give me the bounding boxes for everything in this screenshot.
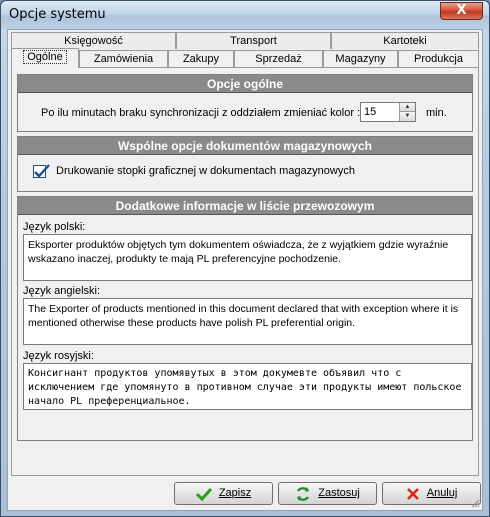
tab-produkcja[interactable] xyxy=(398,50,479,67)
refresh-icon xyxy=(295,486,311,502)
general-options-group xyxy=(17,74,473,132)
title-bar[interactable] xyxy=(1,1,489,29)
tab-label: Sprzedaż xyxy=(255,53,302,65)
general-options-header: Opcje ogólne xyxy=(18,75,472,93)
sync-minutes-stepper[interactable] xyxy=(360,102,416,122)
apply-button[interactable] xyxy=(278,482,377,505)
tab-zamowienia[interactable] xyxy=(79,50,168,67)
minutes-unit-label: min. xyxy=(426,107,447,119)
tab-label: Transport xyxy=(230,35,277,47)
cancel-x-icon xyxy=(406,487,420,501)
apply-label: Zastosuj xyxy=(318,487,360,499)
save-label: Zapisz xyxy=(218,487,252,499)
tab-label: Zamówienia xyxy=(93,53,154,65)
tab-zakupy[interactable] xyxy=(168,50,234,67)
footer-graphic-checkbox[interactable] xyxy=(33,165,46,178)
tab-label: Kartoteki xyxy=(383,35,427,47)
tab-magazyny[interactable] xyxy=(323,50,398,67)
polish-label: Język polski: xyxy=(23,221,86,233)
polish-textarea[interactable]: Eksporter produktów objętych tym dokumentem oświadcza, że z wyjątkiem gdzie wyraźnie wskazano inaczej, produkty te mają PL preferencyjne pochodzenie. xyxy=(23,234,472,281)
tab-label: Księgowość xyxy=(64,35,123,47)
english-label: Język angielski: xyxy=(23,285,101,297)
spin-down-icon[interactable]: ▼ xyxy=(399,112,415,121)
tab-sprzedaz[interactable] xyxy=(234,50,323,67)
tab-transport[interactable] xyxy=(176,32,331,49)
spin-up-icon[interactable]: ▲ xyxy=(399,103,415,112)
waybill-info-group xyxy=(17,196,473,441)
close-button[interactable] xyxy=(440,2,483,20)
cancel-button[interactable] xyxy=(382,482,481,505)
footer-graphic-label: Drukowanie stopki graficznej w dokumentach magazynowych xyxy=(56,165,355,177)
russian-label: Język rosyjski: xyxy=(23,350,94,362)
check-icon xyxy=(33,164,51,180)
tab-kartoteki[interactable] xyxy=(331,32,479,49)
warehouse-docs-group xyxy=(17,136,473,192)
window-title: Opcje systemu xyxy=(9,7,106,22)
resize-grip-icon[interactable] xyxy=(470,498,480,508)
dialog-body xyxy=(7,29,483,511)
sync-minutes-label: Po ilu minutach braku synchronizacji z oddziałem zmieniać kolor : xyxy=(41,107,361,119)
waybill-info-header: Dodatkowe informacje w liście przewozowym xyxy=(18,197,472,215)
tab-ogolne[interactable] xyxy=(11,48,79,68)
tab-label: Magazyny xyxy=(335,53,386,65)
checkmark-icon xyxy=(196,487,212,501)
tab-ksiegowosc[interactable] xyxy=(11,32,176,49)
save-button[interactable] xyxy=(174,482,273,505)
tab-panel-ogolne xyxy=(11,67,479,476)
tab-label: Zakupy xyxy=(182,53,220,65)
warehouse-docs-header: Wspólne opcje dokumentów magazynowych xyxy=(18,137,472,155)
close-icon: X xyxy=(456,3,467,18)
tab-label: Ogólne xyxy=(23,50,66,64)
cancel-label: Anuluj xyxy=(426,487,458,499)
sync-minutes-input[interactable] xyxy=(361,103,399,121)
tab-label: Produkcja xyxy=(414,53,463,65)
english-textarea[interactable]: The Exporter of products mentioned in this document declared that with exception where it is mentioned otherwise these products have polish PL preferential origin. xyxy=(23,298,472,345)
russian-textarea[interactable]: Консигнант продуктов упомявутых в этом докумевте объявил что с исключением где упомянуто в противном случае эти продукты имеют польское начало PL преференциальное. xyxy=(23,363,472,410)
